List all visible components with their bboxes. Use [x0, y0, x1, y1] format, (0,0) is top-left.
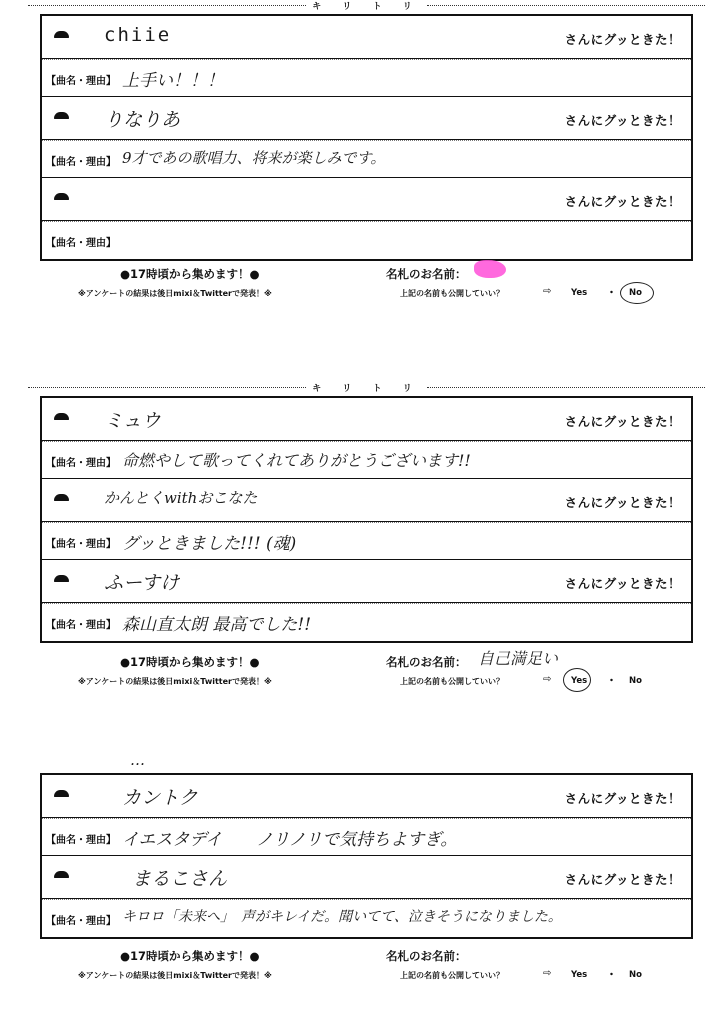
entry-reason-row [42, 221, 691, 259]
entry-reason-row [42, 140, 691, 178]
publish-question: 上記の名前も公開していい？ [400, 971, 504, 980]
tag-text: さんにグッときた！ [564, 872, 681, 887]
signature: 自己満足い [478, 649, 559, 668]
entry-name-row [42, 97, 691, 140]
entry-reason-row [42, 818, 691, 856]
entry-name-row [42, 178, 691, 221]
tag-text: さんにグッときた！ [564, 194, 681, 209]
performer-name: かんとくwithおこなた [104, 489, 258, 507]
collect-notice: ●17時頃から集めます！● [120, 267, 260, 281]
entry-name-row [42, 856, 691, 899]
collect-notice: ●17時頃から集めます！● [120, 655, 260, 669]
reason-label: 【曲名・理由】 [46, 238, 116, 249]
cut-label: キ リ ト リ [312, 1, 421, 10]
survey-card-3 [40, 773, 693, 939]
pen-icon [54, 31, 69, 39]
arrow-icon: ⇨ [543, 968, 552, 979]
entry-name-row [42, 16, 691, 59]
tag-text: さんにグッときた！ [564, 113, 681, 128]
no-option[interactable]: No [629, 676, 642, 686]
entry-reason-row [42, 522, 691, 560]
reason-text: 森山直太朗 最高でした!! [122, 615, 312, 635]
partial-handwriting: … [130, 753, 145, 769]
reason-text: 上手い！！！ [122, 71, 224, 91]
pen-icon [54, 871, 69, 879]
performer-name: chiie [104, 24, 172, 46]
performer-name: まるこさん [132, 868, 228, 890]
name-tag-label: 名札のお名前： [386, 267, 467, 281]
announce-notice: ※アンケートの結果は後日mixi＆Twitterで発表！※ [78, 677, 272, 686]
collect-notice: ●17時頃から集めます！● [120, 949, 260, 963]
entry-name-row [42, 398, 691, 441]
yes-option[interactable]: Yes [571, 970, 588, 980]
card-footer-1 [40, 266, 693, 310]
reason-text: 9才であの歌唱力、将来が楽しみです。 [122, 149, 386, 167]
tag-text: さんにグッときた！ [564, 32, 681, 47]
pen-icon [54, 112, 69, 120]
tag-text: さんにグッときた！ [564, 414, 681, 429]
survey-card-2 [40, 396, 693, 643]
entry-name-row [42, 479, 691, 522]
entry-reason-row [42, 441, 691, 479]
reason-label: 【曲名・理由】 [46, 620, 116, 631]
entry-name-row [42, 775, 691, 818]
choice-circle [620, 282, 654, 304]
reason-text: グッときました!!! (魂) [122, 534, 297, 554]
performer-name: カントク [122, 787, 198, 809]
tag-text: さんにグッときた！ [564, 576, 681, 591]
performer-name: ミュウ [104, 410, 161, 432]
publish-question: 上記の名前も公開していい？ [400, 677, 504, 686]
tag-text: さんにグッときた！ [564, 495, 681, 510]
reason-label: 【曲名・理由】 [46, 916, 116, 927]
tag-text: さんにグッときた！ [564, 791, 681, 806]
entry-reason-row [42, 899, 691, 937]
no-option[interactable]: No [629, 970, 642, 980]
pen-icon [54, 790, 69, 798]
entry-name-row [42, 560, 691, 603]
reason-label: 【曲名・理由】 [46, 76, 116, 87]
yes-option[interactable]: Yes [571, 676, 588, 686]
cut-line-middle [28, 382, 705, 392]
reason-label: 【曲名・理由】 [46, 458, 116, 469]
pen-icon [54, 494, 69, 502]
name-tag-label: 名札のお名前： [386, 949, 467, 963]
no-option[interactable]: No [629, 288, 642, 298]
cut-label: キ リ ト リ [312, 383, 421, 392]
yes-option[interactable]: Yes [571, 288, 588, 298]
reason-label: 【曲名・理由】 [46, 157, 116, 168]
reason-text: 命燃やして歌ってくれてありがとうございます!! [122, 451, 471, 470]
reason-text: イエスタデイ ノリノリで気持ちよすぎ。 [122, 830, 458, 850]
pen-icon [54, 575, 69, 583]
publish-question: 上記の名前も公開していい？ [400, 289, 504, 298]
performer-name: ふーすけ [104, 572, 180, 594]
announce-notice: ※アンケートの結果は後日mixi＆Twitterで発表！※ [78, 971, 272, 980]
survey-card-1 [40, 14, 693, 261]
card-footer-2 [40, 649, 693, 698]
pen-icon [54, 413, 69, 421]
entry-reason-row [42, 603, 691, 641]
arrow-icon: ⇨ [543, 286, 552, 297]
announce-notice: ※アンケートの結果は後日mixi＆Twitterで発表！※ [78, 289, 272, 298]
redaction-mark [474, 260, 506, 278]
separator-dot: ・ [606, 968, 617, 981]
reason-text: キロロ「未来へ」 声がキレイだ。聞いてて、泣きそうになりました。 [122, 909, 562, 925]
arrow-icon: ⇨ [543, 674, 552, 685]
cut-line-top [28, 0, 705, 10]
entry-reason-row [42, 59, 691, 97]
name-tag-label: 名札のお名前： [386, 655, 467, 669]
pen-icon [54, 193, 69, 201]
reason-label: 【曲名・理由】 [46, 539, 116, 550]
card-footer-3 [40, 948, 693, 992]
reason-label: 【曲名・理由】 [46, 835, 116, 846]
separator-dot: ・ [606, 286, 617, 299]
performer-name: りなりあ [104, 109, 181, 131]
choice-circle [563, 668, 591, 692]
separator-dot: ・ [606, 674, 617, 687]
